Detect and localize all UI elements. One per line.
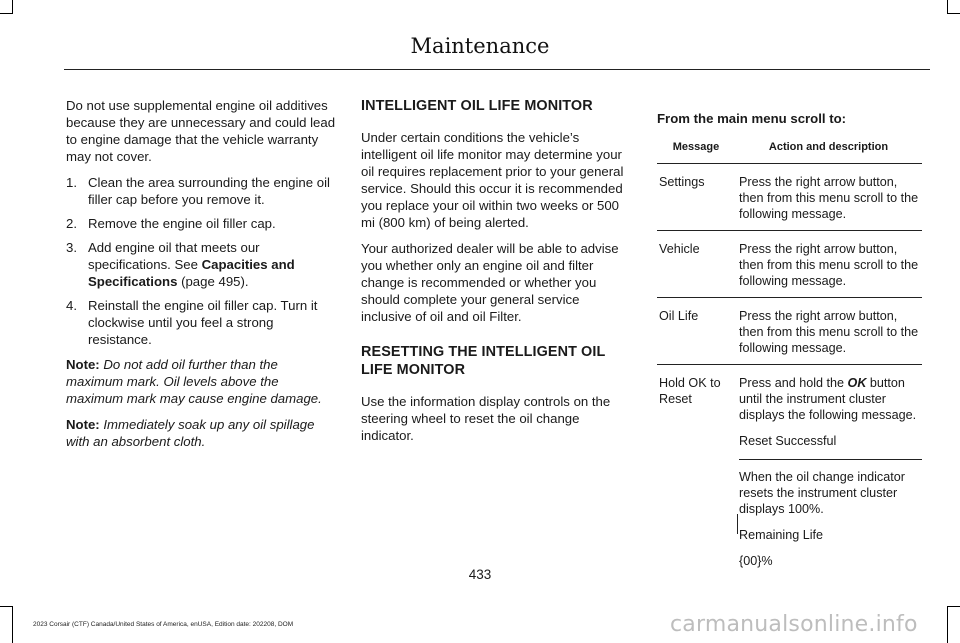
paragraph: Under certain conditions the vehicle’s intelligent oil life monitor may determine your oil requires replacement prior to your general service. Should this occur it is recommended you replace your oil within two weeks or 500 mi (800 km) of being alerted. bbox=[361, 130, 624, 230]
note-spillage bbox=[66, 416, 338, 450]
action-cell: Press the right arrow button, then from this menu scroll to the following message. bbox=[739, 309, 919, 355]
middle-column bbox=[361, 97, 631, 453]
step-number: 3. bbox=[66, 240, 77, 255]
paragraph: Use the information display controls on the steering wheel to reset the oil change indicator. bbox=[361, 394, 611, 443]
table-row bbox=[657, 164, 922, 231]
crop-mark-top-left-h bbox=[0, 13, 13, 14]
table-column-divider bbox=[737, 514, 738, 534]
step-number: 4. bbox=[66, 298, 77, 313]
message-cell: Vehicle bbox=[659, 242, 700, 256]
steps-list bbox=[66, 174, 338, 348]
note-max-mark bbox=[66, 356, 338, 407]
crop-mark-top-right bbox=[947, 0, 948, 14]
crop-mark-bottom-left bbox=[12, 606, 13, 643]
table-header bbox=[657, 139, 922, 164]
remaining-life-value: {00}% bbox=[739, 554, 773, 568]
watermark: carmanualsonline.info bbox=[670, 612, 918, 637]
step-text: Add engine oil that meets our specifications. See bbox=[88, 240, 260, 272]
note-text: Do not add oil further than the maximum mark. Oil levels above the maximum mark may cause engine damage. bbox=[66, 357, 322, 406]
action-text-post: button until the instrument cluster displays the following message. bbox=[739, 376, 917, 422]
step-number: 2. bbox=[66, 216, 77, 231]
list-item bbox=[66, 297, 338, 348]
section-heading-resetting: RESETTING THE INTELLIGENT OIL LIFE MONITOR bbox=[361, 344, 606, 378]
action-text bbox=[739, 375, 922, 423]
indicator-text: When the oil change indicator resets the instrument cluster displays 100%. bbox=[739, 459, 922, 517]
list-item bbox=[66, 174, 338, 208]
step-text: Reinstall the engine oil filler cap. Turn it clockwise until you feel a strong resistance. bbox=[88, 298, 318, 347]
list-item bbox=[66, 215, 338, 232]
intro-paragraph: Do not use supplemental engine oil additives because they are unnecessary and could lead to engine damage that the vehicle warranty may not cover. bbox=[66, 98, 336, 164]
capacities-link[interactable]: Capacities and Specifications bbox=[88, 257, 295, 289]
crop-mark-bottom-left-h bbox=[0, 606, 13, 607]
ok-button-label: OK bbox=[847, 376, 867, 390]
title-divider bbox=[64, 69, 930, 70]
action-text-pre: Press and hold the bbox=[739, 376, 848, 390]
message-cell: Hold OK to Reset bbox=[659, 376, 721, 406]
message-cell: Settings bbox=[659, 175, 705, 189]
page-reference: (page 495). bbox=[177, 274, 249, 289]
column-header-message: Message bbox=[672, 141, 720, 153]
step-text: Remove the engine oil filler cap. bbox=[88, 216, 276, 231]
table-caption: From the main menu scroll to: bbox=[657, 111, 847, 126]
remaining-life-label: Remaining Life bbox=[739, 528, 824, 542]
section-heading-oil-life-monitor: INTELLIGENT OIL LIFE MONITOR bbox=[361, 98, 593, 114]
column-header-action: Action and description bbox=[768, 141, 889, 153]
message-cell: Oil Life bbox=[659, 309, 699, 323]
note-text: Immediately soak up any oil spillage with an absorbent cloth. bbox=[66, 417, 315, 449]
step-text: Clean the area surrounding the engine oil filler cap before you remove it. bbox=[88, 175, 330, 207]
paragraph: Your authorized dealer will be able to advise you whether only an engine oil and filter change is recommended or whether you should complete your general service inclusive of oil and oil Filter. bbox=[361, 241, 619, 324]
action-cell: Press the right arrow button, then from this menu scroll to the following message. bbox=[739, 175, 919, 221]
crop-mark-bottom-right bbox=[947, 606, 948, 643]
step-number: 1. bbox=[66, 175, 77, 190]
action-cell: Press the right arrow button, then from this menu scroll to the following message. bbox=[739, 242, 919, 288]
edition-footer: 2023 Corsair (CTF) Canada/United States of America, enUSA, Edition date: 202208, DOM bbox=[33, 621, 294, 628]
table-row bbox=[657, 298, 922, 365]
action-cell bbox=[739, 375, 922, 579]
table-row bbox=[657, 231, 922, 298]
crop-mark-top-left bbox=[12, 0, 13, 14]
menu-table bbox=[657, 139, 922, 587]
left-column bbox=[66, 97, 338, 459]
reset-message: Reset Successful bbox=[739, 434, 837, 448]
table-row bbox=[657, 365, 922, 587]
right-column bbox=[657, 110, 922, 587]
note-label: Note: bbox=[66, 357, 100, 372]
page-title: Maintenance bbox=[410, 34, 550, 58]
crop-mark-bottom-right-h bbox=[947, 606, 960, 607]
page-number: 433 bbox=[468, 567, 492, 582]
note-label: Note: bbox=[66, 417, 100, 432]
crop-mark-top-right-h bbox=[947, 13, 960, 14]
list-item bbox=[66, 239, 338, 290]
